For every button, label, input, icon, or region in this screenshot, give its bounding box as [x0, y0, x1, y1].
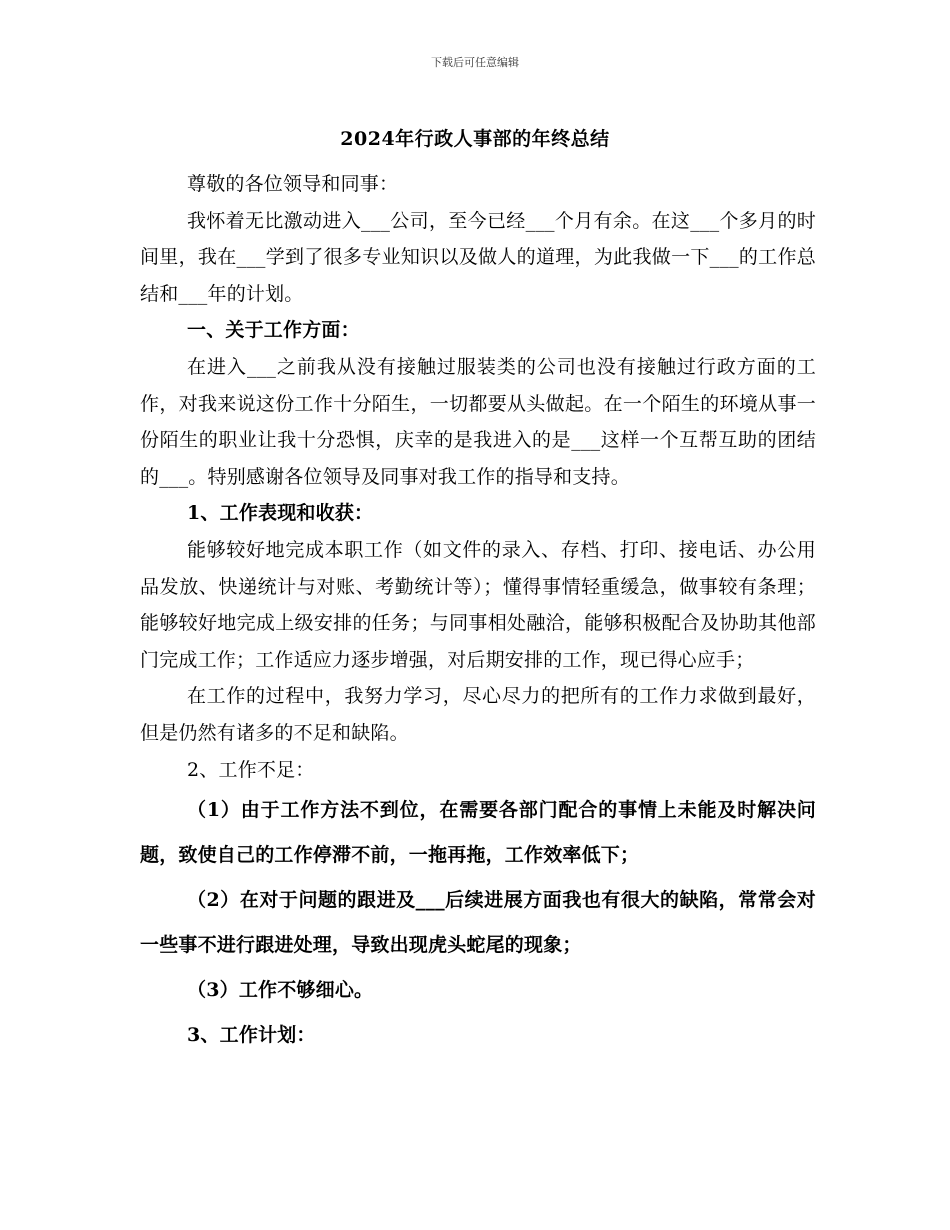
- shortcoming-item-2: （2）在对于问题的跟进及___后续进展方面我也有很大的缺陷，常常会对一些事不进行跟进处理，导致出现虎头蛇尾的现象；: [140, 889, 816, 957]
- subsection-1-paragraph-1: 能够较好地完成本职工作（如文件的录入、存档、打印、接电话、办公用品发放、快递统计与对账、考勤统计等）；懂得事情轻重缓急，做事较有条理；能够较好地完成上级安排的任务；与同事相处融洽，能够积极配合及协助其他部门完成工作；工作适应力逐步增强，对后期安排的工作，现已得心应手；: [140, 538, 816, 671]
- section-1-heading: 一、关于工作方面：: [187, 319, 360, 342]
- shortcoming-item-1: （1）由于工作方法不到位，在需要各部门配合的事情上未能及时解决问题，致使自己的工作停滞不前，一拖再拖，工作效率低下；: [140, 799, 816, 867]
- section-1-paragraph: 在进入___之前我从没有接触过服装类的公司也没有接触过行政方面的工作，对我来说这份工作十分陌生，一切都要从头做起。在一个陌生的环境从事一份陌生的职业让我十分恐惧，庆幸的是我进入的是___这样一个互帮互助的团结的___。特别感谢各位领导及同事对我工作的指导和支持。: [140, 355, 816, 488]
- subsection-1-heading: 1、工作表现和收获：: [187, 502, 374, 525]
- greeting: 尊敬的各位领导和同事：: [187, 173, 399, 195]
- document-body: [140, 166, 816, 1058]
- document-title: 2024年行政人事部的年终总结: [340, 128, 610, 150]
- intro-paragraph: 我怀着无比激动进入___公司，至今已经___个月有余。在这___个多月的时间里，我在___学到了很多专业知识以及做人的道理，为此我做一下___的工作总结和___年的计划。: [140, 209, 816, 305]
- page-header: 下载后可任意编辑: [431, 56, 519, 69]
- subsection-1-paragraph-2: 在工作的过程中，我努力学习，尽心尽力的把所有的工作力求做到最好，但是仍然有诸多的不足和缺陷。: [140, 685, 816, 744]
- shortcoming-item-3: （3）工作不够细心。: [187, 979, 374, 1002]
- subsection-3-heading: 3、工作计划：: [187, 1024, 316, 1047]
- subsection-2-heading: 2、工作不足：: [187, 758, 315, 781]
